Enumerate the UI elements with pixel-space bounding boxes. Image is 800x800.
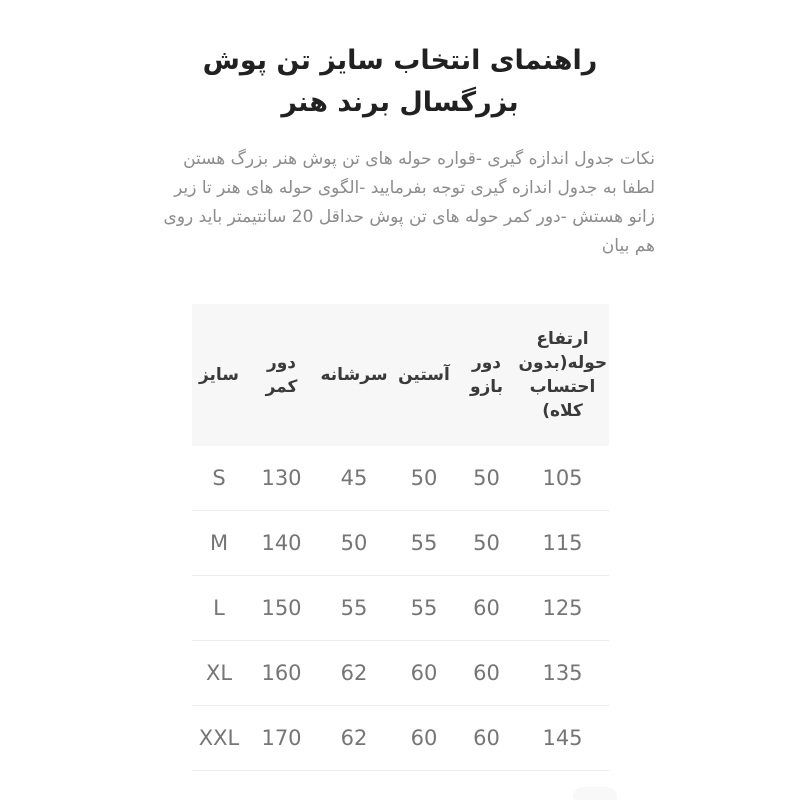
column-header-towel-height: ارتفاع حوله(بدون احتساب کلاه) <box>517 304 609 446</box>
table-cell: 125 <box>517 576 609 641</box>
table-cell: 55 <box>392 511 457 576</box>
table-cell: 150 <box>247 576 317 641</box>
column-header-sleeve: آستین <box>392 304 457 446</box>
table-cell: 50 <box>392 446 457 511</box>
table-cell: 62 <box>317 706 392 771</box>
column-header-shoulder: سرشانه <box>317 304 392 446</box>
table-cell: XL <box>192 641 247 706</box>
table-cell: 60 <box>457 641 517 706</box>
table-cell: 140 <box>247 511 317 576</box>
table-cell: S <box>192 446 247 511</box>
table-row-xl <box>192 641 609 706</box>
table-cell: 60 <box>457 706 517 771</box>
table-cell: 105 <box>517 446 609 511</box>
table-cell: 60 <box>392 706 457 771</box>
size-guide-content <box>145 0 655 771</box>
table-cell: 145 <box>517 706 609 771</box>
table-row-s <box>192 446 609 511</box>
measurement-notes-text: نکات جدول اندازه گیری -قواره حوله های تن پوش هنر بزرگ هستن لطفا به جدول اندازه گیری توجه بفرمایید -الگوی حوله های هنر تا زیر زانو هستش -دور کمر حوله های تن پوش حداقل 20 سانتیمتر باید روی هم بیان <box>163 149 655 256</box>
table-cell: 60 <box>392 641 457 706</box>
table-row-xxl <box>192 706 609 771</box>
table-cell: 115 <box>517 511 609 576</box>
table-cell: 50 <box>457 511 517 576</box>
table-cell: 160 <box>247 641 317 706</box>
table-cell: 62 <box>317 641 392 706</box>
table-cell: 135 <box>517 641 609 706</box>
table-cell: 60 <box>457 576 517 641</box>
table-cell: XXL <box>192 706 247 771</box>
page-title-line1: راهنمای انتخاب سایز تن پوش <box>202 45 598 76</box>
table-cell: L <box>192 576 247 641</box>
page-title-line2: بزرگسال برند هنر <box>281 87 519 118</box>
size-table-header-row <box>192 304 609 446</box>
page-title <box>145 40 655 124</box>
table-cell: 45 <box>317 446 392 511</box>
table-row-m <box>192 511 609 576</box>
table-row-l <box>192 576 609 641</box>
table-cell: 170 <box>247 706 317 771</box>
column-header-waist: دور کمر <box>247 304 317 446</box>
table-cell: 130 <box>247 446 317 511</box>
table-cell: 50 <box>457 446 517 511</box>
table-cell: 50 <box>317 511 392 576</box>
partial-element-bottom-edge <box>573 787 617 800</box>
column-header-size: سایز <box>192 304 247 446</box>
size-table <box>192 304 609 771</box>
table-cell: M <box>192 511 247 576</box>
table-cell: 55 <box>317 576 392 641</box>
column-header-arm: دور بازو <box>457 304 517 446</box>
table-cell: 55 <box>392 576 457 641</box>
